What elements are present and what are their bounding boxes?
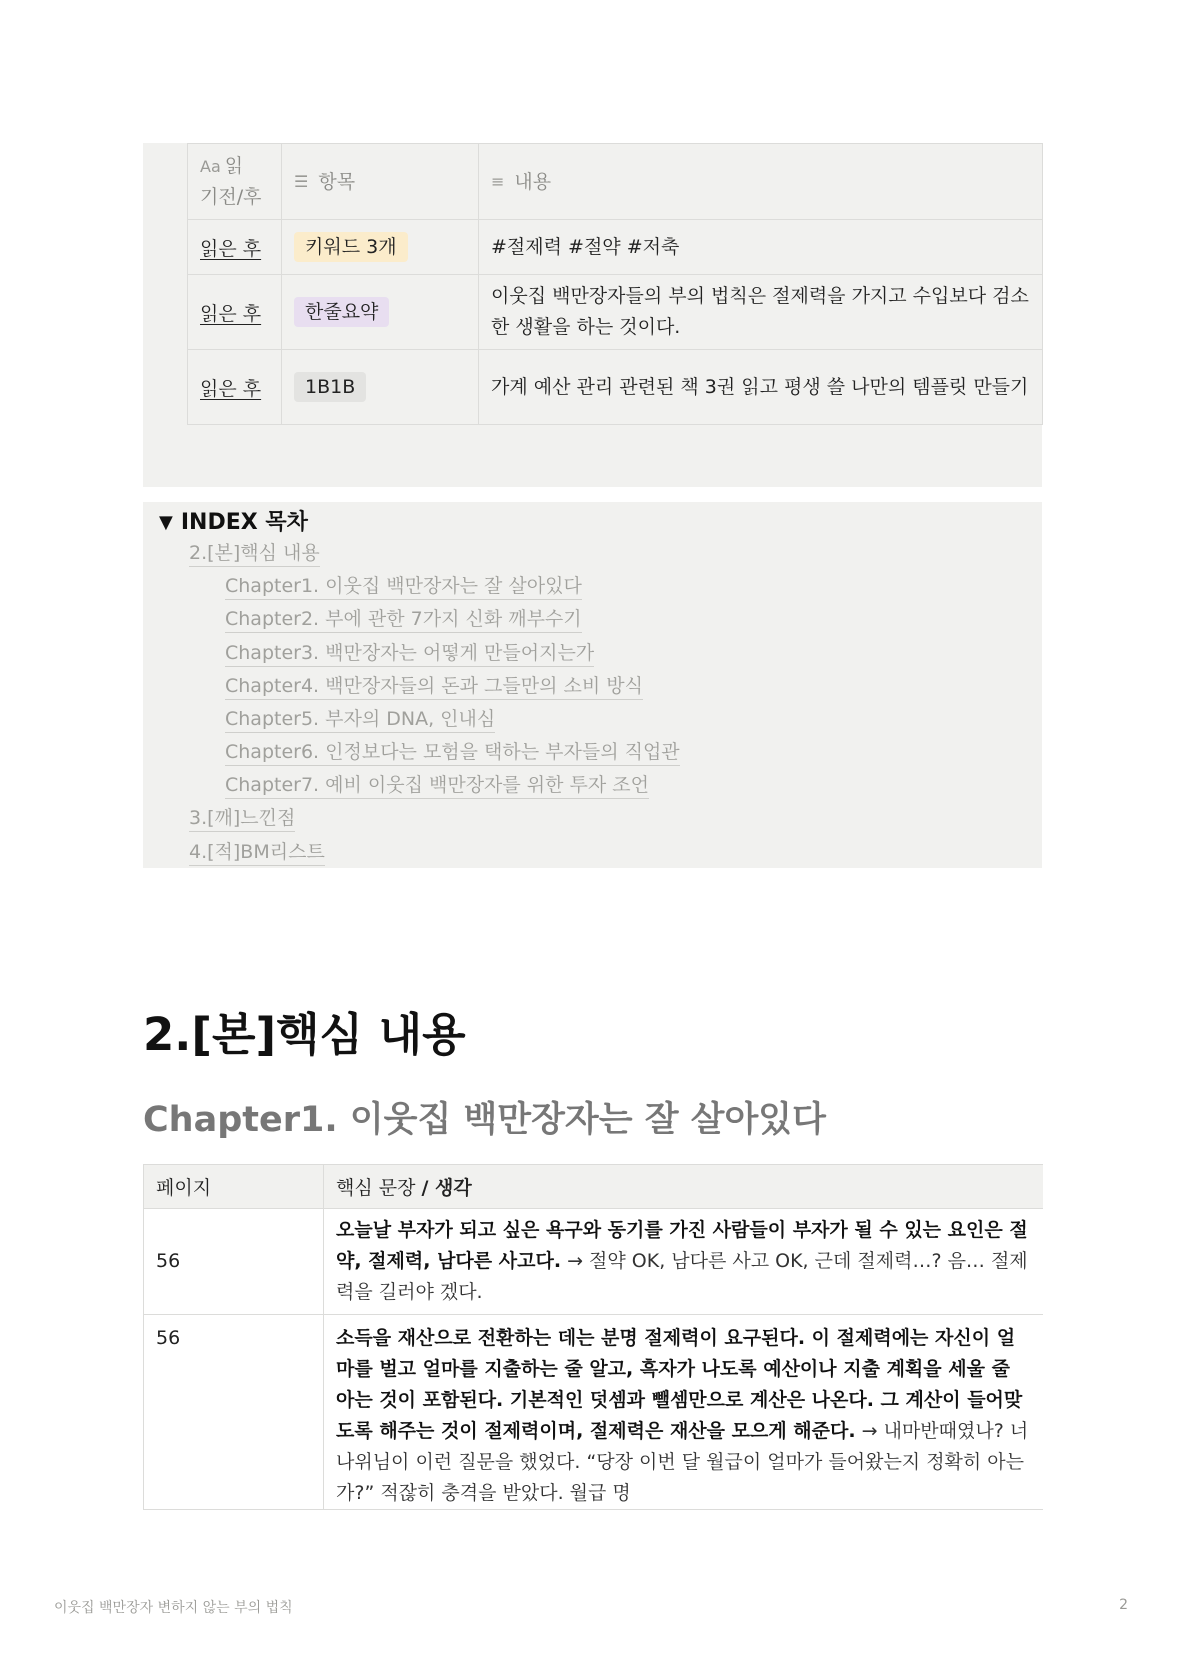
summary-table [187, 143, 1043, 425]
table-row[interactable] [144, 1315, 1044, 1510]
column-header-page[interactable]: 페이지 [144, 1165, 324, 1209]
note-cell[interactable] [324, 1315, 1044, 1510]
tag-pill[interactable]: 1B1B [294, 372, 366, 402]
toc-link[interactable]: Chapter6. 인정보다는 모험을 택하는 부자들의 직업관 [225, 739, 680, 766]
footer-page-number: 2 [1119, 1597, 1128, 1613]
content-cell[interactable]: #절제력 #절약 #저축 [479, 220, 1043, 275]
column-header-key-sentence-plain: 핵심 문장 [336, 1177, 422, 1199]
tag-pill[interactable]: 한줄요약 [294, 297, 389, 327]
page-number-cell[interactable]: 56 [144, 1209, 324, 1315]
index-toggle-header[interactable] [159, 506, 308, 540]
toc-link[interactable]: Chapter1. 이웃집 백만장자는 잘 살아있다 [225, 573, 582, 600]
notes-table-container [143, 1164, 1043, 1535]
chapter-heading: Chapter1. 이웃집 백만장자는 잘 살아있다 [143, 1100, 826, 1140]
tag-pill[interactable]: 키워드 3개 [294, 232, 408, 262]
table-row[interactable] [188, 275, 1043, 350]
table-row[interactable] [188, 220, 1043, 275]
row-title-link[interactable]: 읽은 후 [200, 377, 262, 400]
toc-link[interactable]: Chapter4. 백만장자들의 돈과 그들만의 소비 방식 [225, 673, 643, 700]
key-sentence: 오늘날 부자가 되고 싶은 욕구와 동기를 가진 사람들이 부자가 될 수 있는 요인은 절약, 절제력, 남다른 사고다. [336, 1219, 1028, 1272]
column-header-content-label: 내용 [514, 170, 552, 193]
table-row[interactable] [144, 1209, 1044, 1315]
column-header-when-line1: 읽 [224, 155, 244, 177]
content-cell[interactable]: 이웃집 백만장자들의 부의 법칙은 절제력을 가지고 수입보다 검소한 생활을 하는 것이다. [479, 275, 1043, 350]
toggle-arrow-icon[interactable]: ▼ [159, 512, 173, 533]
toc-link[interactable]: 2.[본]핵심 내용 [189, 540, 320, 567]
toc-link[interactable]: Chapter2. 부에 관한 7가지 신화 깨부수기 [225, 606, 582, 633]
index-toggle-block [143, 502, 1042, 868]
text-property-icon: Aa [200, 157, 221, 176]
section-heading: 2.[본]핵심 내용 [143, 1008, 466, 1061]
summary-block [143, 143, 1042, 487]
page-number-cell[interactable]: 56 [144, 1315, 324, 1510]
toc-link[interactable]: 4.[적]BM리스트 [189, 839, 325, 866]
index-title: INDEX 목차 [180, 510, 308, 535]
column-header-when-line2: 기전/후 [200, 186, 262, 208]
column-header-item[interactable] [282, 144, 479, 220]
column-header-when[interactable] [188, 144, 282, 220]
notes-table [143, 1164, 1043, 1510]
column-header-content[interactable] [479, 144, 1043, 220]
column-header-key-sentence-bold: / 생각 [421, 1177, 472, 1199]
note-cell[interactable] [324, 1209, 1044, 1315]
toc-link[interactable]: 3.[깨]느낀점 [189, 805, 295, 832]
content-cell[interactable]: 가계 예산 관리 관련된 책 3권 읽고 평생 쓸 나만의 템플릿 만들기 [479, 350, 1043, 425]
row-title-link[interactable]: 읽은 후 [200, 302, 262, 325]
my-thought: → 절약 OK, 남다른 사고 OK, 근데 절제력…? 음… 절제력을 길러야 겠다. [336, 1250, 1028, 1303]
toc-link[interactable]: Chapter5. 부자의 DNA, 인내심 [225, 706, 495, 733]
footer-document-title: 이웃집 백만장자 변하지 않는 부의 법칙 [54, 1600, 293, 1616]
text-lines-icon: ≡ [491, 171, 505, 191]
column-header-key-sentence[interactable] [324, 1165, 1044, 1209]
key-sentence: 소득을 재산으로 전환하는 데는 분명 절제력이 요구된다. 이 절제력에는 자신이 얼마를 벌고 얼마를 지출하는 줄 알고, 흑자가 나도록 예산이나 지출 계획을 세울 줄 아는 것이 포함된다. 기본적인 덧셈과 뺄셈만으로 계산은 나온다. 그 계산이 들어맞도록 해주는 것이 절제력이며, 절제력은 재산을 모으게 해준다. [336, 1327, 1023, 1442]
list-property-icon: ☰ [294, 171, 309, 191]
column-header-item-label: 항목 [318, 170, 356, 193]
toc-link[interactable]: Chapter7. 예비 이웃집 백만장자를 위한 투자 조언 [225, 772, 649, 799]
my-thought: → 내마반때였나? 너나위님이 이런 질문을 했었다. “당장 이번 달 월급이 얼마가 들어왔는지 정확히 아는가?” 적잖히 충격을 받았다. 월급 명 [336, 1420, 1029, 1504]
toc-link[interactable]: Chapter3. 백만장자는 어떻게 만들어지는가 [225, 640, 594, 667]
table-row[interactable] [188, 350, 1043, 425]
row-title-link[interactable]: 읽은 후 [200, 237, 262, 260]
